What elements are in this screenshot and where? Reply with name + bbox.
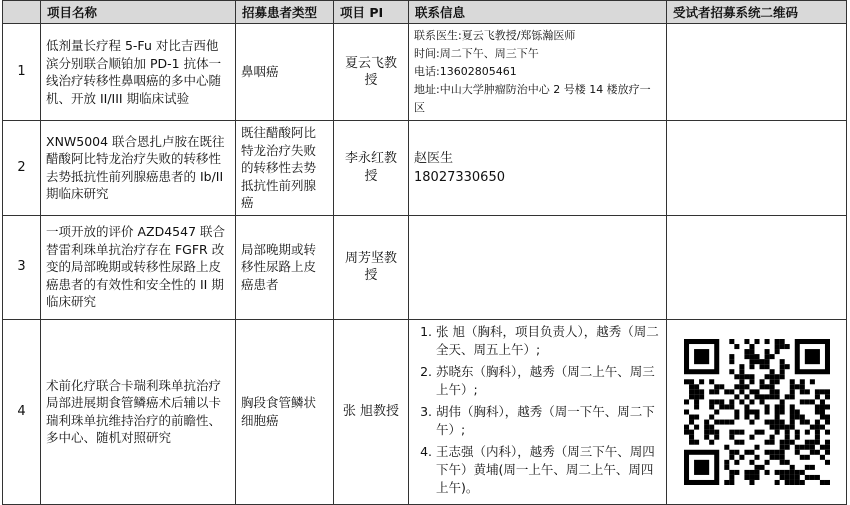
table-row [3,121,847,216]
list-item: 3. 胡伟（胸科），越秀（周一下午、周二下午）; [436,403,661,439]
qr-cell [667,319,847,504]
header-row [3,1,847,24]
project-pi: 夏云飞教授 [334,24,409,121]
table-row [3,24,847,121]
header-contact: 联系信息 [409,1,667,24]
project-pi: 李永红教授 [334,121,409,216]
header-qr: 受试者招募系统二维码 [667,1,847,24]
project-name: 一项开放的评价 AZD4547 联合替雷利珠单抗治疗存在 FGFR 改变的局部晚期或转移性尿路上皮癌患者的有效性和安全性的 II 期临床研究 [41,215,236,319]
qr-cell [667,121,847,216]
qr-cell [667,24,847,121]
contact-line: 时间:周二下午、周三下午 [414,47,539,60]
contact-list [414,323,661,497]
project-name: 术前化疗联合卡瑞利珠单抗治疗局部进展期食管鳞癌术后辅以卡瑞利珠单抗维持治疗的前瞻性、多中心、随机对照研究 [41,319,236,504]
header-patient-type: 招募患者类型 [236,1,334,24]
project-pi: 周芳坚教授 [334,215,409,319]
row-number: 3 [3,215,41,319]
header-index [3,1,41,24]
list-item: 1. 张 旭（胸科，项目负责人），越秀（周二全天、周五上午）; [436,323,661,359]
contact-line: 地址:中山大学肿瘤防治中心 2 号楼 14 楼放疗一区 [414,83,651,114]
qr-cell [667,215,847,319]
header-pi: 项目 PI [334,1,409,24]
contact-info [409,319,667,504]
project-name: 低剂量长疗程 5-Fu 对比吉西他滨分别联合顺铂加 PD-1 抗体一线治疗转移性鼻咽癌的多中心随机、开放 II/III 期临床试验 [41,24,236,121]
contact-info [409,215,667,319]
contact-line: 联系医生:夏云飞教授/郑铄瀚医师 [414,29,576,42]
contact-line: 18027330650 [414,169,505,185]
header-project-name: 项目名称 [41,1,236,24]
row-number: 2 [3,121,41,216]
row-number: 4 [3,319,41,504]
contact-info [409,24,667,121]
qr-code-icon [684,339,830,485]
table-row [3,319,847,504]
patient-type: 鼻咽癌 [236,24,334,121]
project-pi: 张 旭教授 [334,319,409,504]
patient-type: 既往醋酸阿比特龙治疗失败的转移性去势抵抗性前列腺癌 [236,121,334,216]
list-item: 4. 王志强（内科），越秀（周三下午、周四下午）黄埔(周一上午、周二上午、周四上午)。 [436,443,661,497]
table-row [3,215,847,319]
contact-line: 赵医生 [414,150,454,166]
project-name: XNW5004 联合恩扎卢胺在既往醋酸阿比特龙治疗失败的转移性去势抵抗性前列腺癌患者的 Ib/II 期临床研究 [41,121,236,216]
contact-info [409,121,667,216]
contact-line: 电话:13602805461 [414,65,517,78]
list-item: 2. 苏晓东（胸科），越秀（周二上午、周三上午）; [436,363,661,399]
recruitment-table [2,0,847,505]
patient-type: 局部晚期或转移性尿路上皮癌患者 [236,215,334,319]
row-number: 1 [3,24,41,121]
patient-type: 胸段食管鳞状细胞癌 [236,319,334,504]
